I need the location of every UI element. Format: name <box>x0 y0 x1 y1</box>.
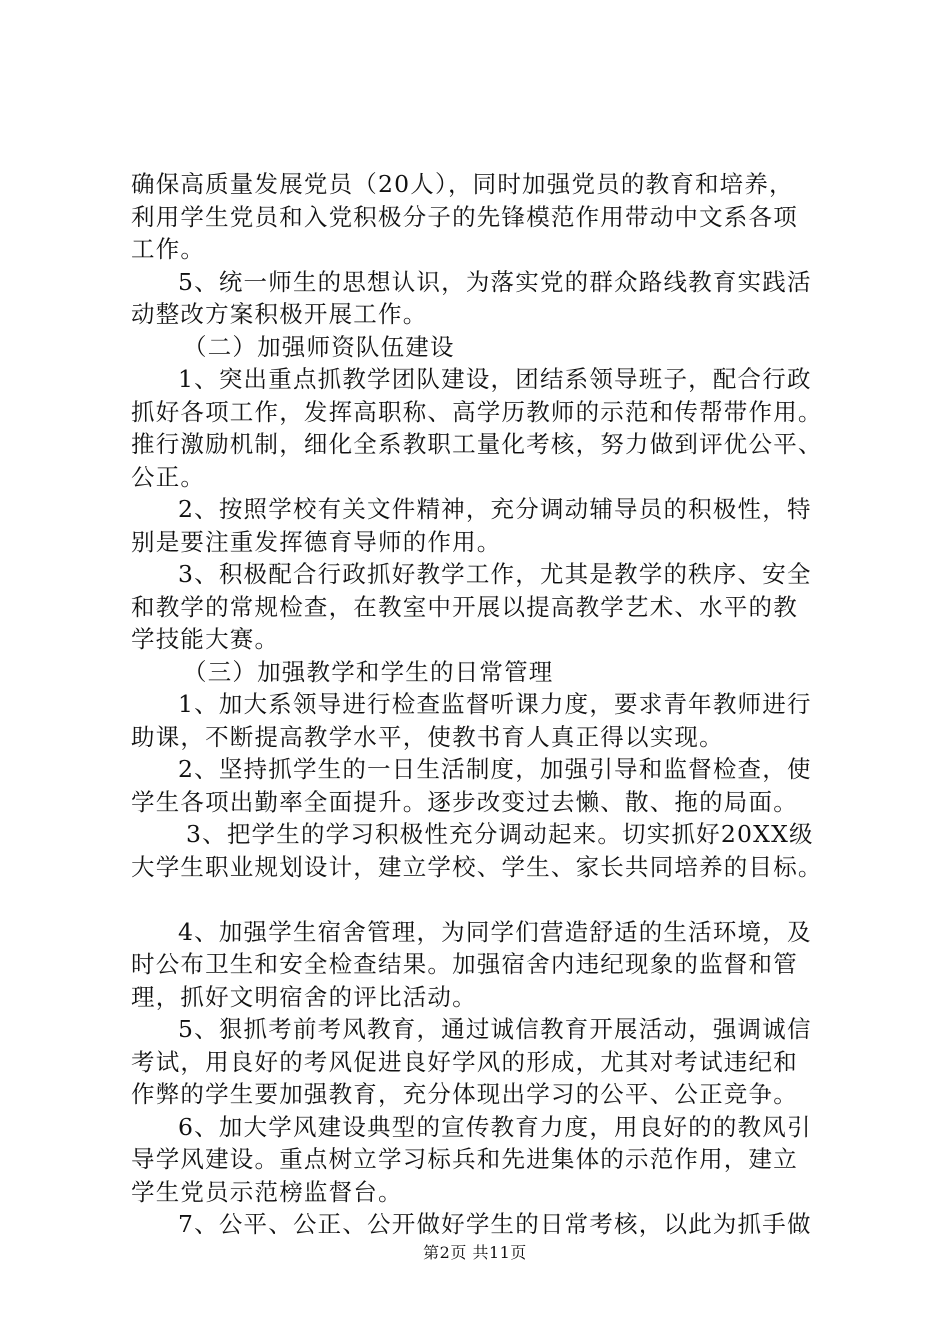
paragraph-start-line: 3、把学生的学习积极性充分调动起来。切实抓好20XX级 <box>186 820 814 848</box>
text-line: 抓好各项工作，发挥高职称、高学历教师的示范和传帮带作用。 <box>131 397 823 426</box>
text-line: 公正。 <box>131 462 206 491</box>
text-line: 确保高质量发展党员（20人），同时加强党员的教育和培养， <box>131 170 794 198</box>
paragraph-start-line: 6、加大学风建设典型的宣传教育力度，用良好的的教风引 <box>178 1112 812 1141</box>
paragraph-start-line: 1、加大系领导进行检查监督听课力度，要求青年教师进行 <box>178 690 812 718</box>
text-line: 时公布卫生和安全检查结果。加强宿舍内违纪现象的监督和管 <box>131 950 798 978</box>
paragraph-start-line: 5、狠抓考前考风教育，通过诚信教育开展活动，强调诚信 <box>178 1015 812 1043</box>
paragraph-start-line: 7、公平、公正、公开做好学生的日常考核，以此为抓手做 <box>178 1210 812 1238</box>
text-line: 工作。 <box>131 235 206 263</box>
text-line: 利用学生党员和入党积极分子的先锋模范作用带动中文系各项 <box>131 202 798 231</box>
section-heading: （三）加强教学和学生的日常管理 <box>183 657 554 686</box>
text-line: 助课，不断提高教学水平，使教书育人真正得以实现。 <box>131 722 724 751</box>
text-line: 导学风建设。重点树立学习标兵和先进集体的示范作用，建立 <box>131 1145 798 1173</box>
document-body <box>131 168 831 1241</box>
paragraph-start-line: 2、按照学校有关文件精神，充分调动辅导员的积极性，特 <box>178 495 812 523</box>
paragraph-start-line: 3、积极配合行政抓好教学工作，尤其是教学的秩序、安全 <box>178 560 812 588</box>
paragraph-start-line: 1、突出重点抓教学团队建设，团结系领导班子，配合行政 <box>178 365 812 393</box>
text-line: 学技能大赛。 <box>131 625 280 653</box>
text-line: 理，抓好文明宿舍的评比活动。 <box>131 982 477 1011</box>
text-line: 推行激励机制，细化全系教职工量化考核，努力做到评优公平、 <box>131 430 823 458</box>
blank-line <box>131 883 831 916</box>
paragraph-start-line: 2、坚持抓学生的一日生活制度，加强引导和监督检查，使 <box>178 755 812 783</box>
text-line: 学生党员示范榜监督台。 <box>131 1177 403 1206</box>
text-line: 和教学的常规检查，在教室中开展以提高教学艺术、水平的教 <box>131 592 798 621</box>
text-line: 考试，用良好的考风促进良好学风的形成，尤其对考试违纪和 <box>131 1047 798 1076</box>
section-heading: （二）加强师资队伍建设 <box>183 332 455 361</box>
text-line: 大学生职业规划设计，建立学校、学生、家长共同培养的目标。 <box>131 852 823 881</box>
paragraph-start-line: 4、加强学生宿舍管理，为同学们营造舒适的生活环境，及 <box>178 917 812 946</box>
text-line: 学生各项出勤率全面提升。逐步改变过去懒、散、拖的局面。 <box>131 787 798 816</box>
paragraph-start-line: 5、统一师生的思想认识，为落实党的群众路线教育实践活 <box>178 267 812 296</box>
text-line: 作弊的学生要加强教育，充分体现出学习的公平、公正竞争。 <box>131 1080 798 1108</box>
text-line: 动整改方案积极开展工作。 <box>131 300 428 328</box>
page-number-footer: 第2页 共11页 <box>423 1243 527 1262</box>
text-line: 别是要注重发挥德育导师的作用。 <box>131 527 502 556</box>
